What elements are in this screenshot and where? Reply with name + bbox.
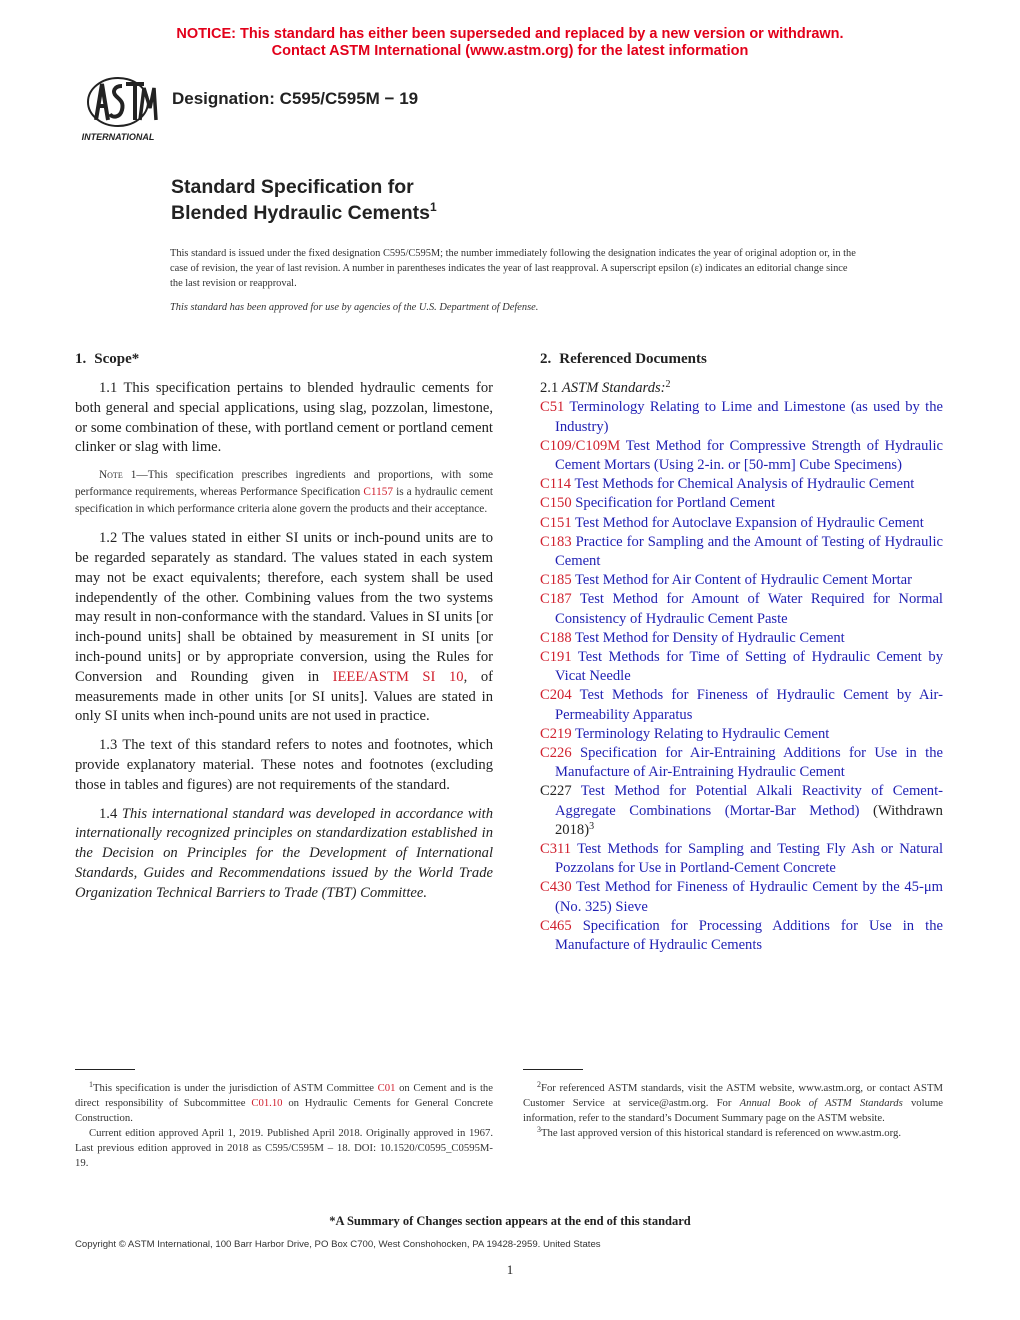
reference-code[interactable]: C191 <box>540 649 572 666</box>
designation: Designation: C595/C595M − 19 <box>172 89 419 108</box>
reference-footnote-mark: 3 <box>589 820 595 832</box>
reference-code[interactable]: C150 <box>540 495 572 512</box>
reference-code[interactable]: C430 <box>540 879 572 896</box>
scope-para-1-1: 1.1 This specification pertains to blended hydraulic cements for both general and special applications, using slag, pozzolan, limestone, or some combination of these, with portland cement or portland cement clinker or slag with lime. <box>75 380 493 456</box>
reference-item[interactable] <box>540 917 943 955</box>
refs-intro-sup: 2 <box>665 379 671 390</box>
copyright: Copyright © ASTM International, 100 Barr Harbor Drive, PO Box C700, West Conshohocken, PA 19428-2959. United States <box>75 1239 601 1250</box>
footnote-2-italic: Annual Book of ASTM Standards <box>739 1097 903 1109</box>
reference-item[interactable] <box>540 590 943 628</box>
link-c01-10[interactable]: C01.10 <box>251 1097 283 1109</box>
reference-item[interactable] <box>540 437 943 475</box>
footnote-rule-right <box>523 1069 583 1070</box>
reference-code[interactable]: C114 <box>540 476 572 493</box>
reference-code[interactable]: C183 <box>540 533 572 550</box>
reference-item[interactable] <box>540 571 943 590</box>
footnote-1-text-a: This specification is under the jurisdiction of ASTM Committee <box>93 1082 378 1094</box>
refs-heading <box>540 349 943 369</box>
reference-item[interactable] <box>540 686 943 724</box>
footnote-2-mark: 2 <box>537 1080 541 1089</box>
reference-item[interactable] <box>540 782 943 840</box>
title-line-1: Standard Specification for <box>171 176 414 198</box>
dod-note: This standard has been approved for use by agencies of the U.S. Department of Defense. <box>170 302 539 313</box>
scope-para-1-3: 1.3 The text of this standard refers to notes and footnotes, which provide explanatory material. These notes and footnotes (excluding those in tables and figures) are not requirements of the standard. <box>75 737 493 793</box>
scope-note-1 <box>75 467 493 517</box>
reference-code[interactable]: C219 <box>540 725 572 742</box>
link-c01[interactable]: C01 <box>377 1082 396 1094</box>
note-text-a: —This specification prescribes ingredients and proportions, with some performance requirements, whereas Performance Specification <box>75 469 494 498</box>
reference-title[interactable]: Specification for Processing Additions for Use in the Manufacture of Hydraulic Cements <box>555 917 943 954</box>
refs-heading-text: Referenced Documents <box>559 351 707 367</box>
reference-item[interactable] <box>540 514 943 533</box>
reference-withdrawn-note: (Withdrawn 2018) <box>555 802 943 838</box>
page-number: 1 <box>506 1262 514 1277</box>
reference-item[interactable] <box>540 629 943 648</box>
reference-item[interactable] <box>540 725 943 744</box>
reference-code[interactable]: C187 <box>540 591 572 608</box>
reference-title[interactable]: Terminology Relating to Lime and Limestone (as used by the Industry) <box>555 399 943 435</box>
page-title <box>171 174 437 226</box>
reference-item[interactable] <box>540 878 943 916</box>
reference-code[interactable]: C188 <box>540 629 572 646</box>
footnote-1-mark: 1 <box>89 1080 93 1089</box>
reference-item[interactable] <box>540 533 943 571</box>
footnote-1-text-c: on Hydraulic Cements for General Concrete Construction. <box>75 1097 493 1124</box>
scope-heading-text: Scope* <box>94 351 140 367</box>
reference-title[interactable]: Test Method for Air Content of Hydraulic Cement Mortar <box>575 572 913 589</box>
footnote-3-text: The last approved version of this historical standard is referenced on www.astm.org. <box>541 1127 902 1139</box>
reference-title[interactable]: Test Method for Autoclave Expansion of Hydraulic Cement <box>575 514 924 531</box>
refs-intro-text: ASTM Standards: <box>561 380 666 396</box>
scope-para-1-4 <box>75 805 493 904</box>
reference-title[interactable]: Test Method for Density of Hydraulic Cement <box>575 629 845 646</box>
reference-title[interactable]: Terminology Relating to Hydraulic Cement <box>575 725 830 742</box>
footnote-1-edition: Current edition approved April 1, 2019. Published April 2018. Originally approved in 1967. Last previous edition approved in 2018 as C595/C595M – 18. DOI: 10.1520/C0595_C0595M-19. <box>75 1127 493 1169</box>
refs-heading-number: 2. <box>540 351 552 367</box>
right-column <box>540 349 943 955</box>
left-column <box>75 349 493 913</box>
para-1-4-text: This international standard was developed in accordance with internationally recognized principles on standardization established in the Decision on Principles for the Development of International Standards, Guides and Recommendations issued by the World Trade Organization Technical Barriers to Trade (TBT) Committee. <box>75 805 494 901</box>
footnote-2-text-b: volume information, refer to the standard’s Document Summary page on the ASTM website. <box>523 1097 944 1124</box>
reference-code[interactable]: C204 <box>540 687 572 704</box>
reference-code[interactable]: C465 <box>540 917 572 934</box>
reference-code[interactable]: C226 <box>540 745 572 762</box>
scope-para-1-2 <box>75 529 493 727</box>
notice-banner <box>0 26 1020 60</box>
reference-item[interactable] <box>540 398 943 436</box>
reference-title[interactable]: Test Method for Fineness of Hydraulic Cement by the 45-μm (No. 325) Sieve <box>555 879 944 915</box>
reference-title[interactable]: Test Method for Amount of Water Required for Normal Consistency of Hydraulic Cement Paste <box>555 591 943 627</box>
para-1-4-number: 1.4 <box>99 805 122 822</box>
reference-code[interactable]: C185 <box>540 572 572 589</box>
summary-of-changes-note: *A Summary of Changes section appears at the end of this standard <box>329 1214 691 1228</box>
refs-intro-number: 2.1 <box>540 380 562 396</box>
footnote-2 <box>523 1081 943 1126</box>
footnote-2-text-a: For referenced ASTM standards, visit the ASTM website, www.astm.org, or contact ASTM Customer Service at service@astm.org. For <box>523 1082 943 1109</box>
reference-code[interactable]: C151 <box>540 514 572 531</box>
reference-code[interactable]: C109/C109M <box>540 437 621 454</box>
reference-title[interactable]: Test Methods for Fineness of Hydraulic Cement by Air-Permeability Apparatus <box>555 687 943 723</box>
logo-text: INTERNATIONAL <box>81 132 155 142</box>
reference-item[interactable] <box>540 744 943 782</box>
footnote-1-text-b: on Cement and is the direct responsibility of Subcommittee <box>75 1082 493 1109</box>
footnotes-right <box>523 1081 943 1141</box>
link-c1157[interactable]: C1157 <box>363 485 394 498</box>
reference-title[interactable]: Test Methods for Time of Setting of Hydraulic Cement by Vicat Needle <box>555 649 943 685</box>
scope-heading-number: 1. <box>75 351 87 367</box>
reference-item[interactable] <box>540 648 943 686</box>
notice-line-2: Contact ASTM International (www.astm.org) for the latest information <box>271 43 749 59</box>
footnote-3 <box>523 1126 943 1141</box>
para-1-2-text-b: , of measurements made in other units [or SI units]. Values are stated in only SI units when inch-pound units are not used in practice. <box>75 668 493 725</box>
reference-title[interactable]: Practice for Sampling and the Amount of Testing of Hydraulic Cement <box>555 533 943 570</box>
footnote-rule-left <box>75 1069 135 1070</box>
reference-item[interactable] <box>540 494 943 513</box>
footnote-1 <box>75 1081 493 1126</box>
title-line-2 <box>171 200 437 226</box>
issued-note: This standard is issued under the fixed designation C595/C595M; the number immediately following the designation indicates the year of original adoption or, in the case of revision, the year of last revision. A number in parentheses indicates the year of last reapproval. A superscript epsilon (ε) indicates an editorial change since the last revision or reapproval. <box>170 248 856 289</box>
reference-title[interactable]: Test Method for Compressive Strength of Hydraulic Cement Mortars (Using 2-in. or [50-mm] Cube Specimens) <box>555 437 943 474</box>
footnotes-left <box>75 1081 493 1171</box>
reference-title[interactable]: Specification for Air-Entraining Additions for Use in the Manufacture of Air-Entraining Hydraulic Cement <box>555 745 943 781</box>
reference-code: C227 <box>540 783 572 800</box>
para-1-2-text-a: 1.2 The values stated in either SI units or inch-pound units are to be regarded separately as standard. The values stated in each system may not be exact equivalents; therefore, each system shall be used independently of the other. Combining values from the two systems may result in non-conformance with the standard. Values in SI units [or inch-pound units] shall be obtained by measurement in SI units [or inch-pound units] or by appropriate conversion, using the Rules for Conversion and Rounding given in <box>75 530 493 685</box>
refs-intro <box>540 379 943 398</box>
scope-heading <box>75 349 493 369</box>
link-ieee-astm-si10[interactable]: IEEE/ASTM SI 10 <box>332 668 464 685</box>
reference-code[interactable]: C311 <box>540 841 572 858</box>
reference-title[interactable]: Test Method for Potential Alkali Reactivity of Cement-Aggregate Combinations (Mortar-Bar Method) <box>555 783 943 819</box>
reference-code[interactable]: C51 <box>540 399 565 416</box>
note-text-b: is a hydraulic cement specification in which performance criteria alone govern the products and their acceptance. <box>75 485 494 515</box>
reference-title[interactable]: Test Methods for Chemical Analysis of Hydraulic Cement <box>574 476 915 493</box>
reference-item[interactable] <box>540 475 943 494</box>
reference-title[interactable]: Test Methods for Sampling and Testing Fly Ash or Natural Pozzolans for Use in Portland-Cement Concrete <box>555 841 944 877</box>
footnote-3-mark: 3 <box>537 1125 541 1134</box>
astm-international-logo-icon <box>74 76 162 144</box>
reference-title[interactable]: Specification for Portland Cement <box>575 495 776 512</box>
reference-list <box>540 398 943 955</box>
note-label: Note 1 <box>99 469 137 482</box>
notice-line-1: NOTICE: This standard has either been superseded and replaced by a new version or withdrawn. <box>176 26 844 42</box>
title-footnote-mark: 1 <box>429 200 437 214</box>
title-text: Blended Hydraulic Cements <box>171 202 430 224</box>
reference-item[interactable] <box>540 840 943 878</box>
